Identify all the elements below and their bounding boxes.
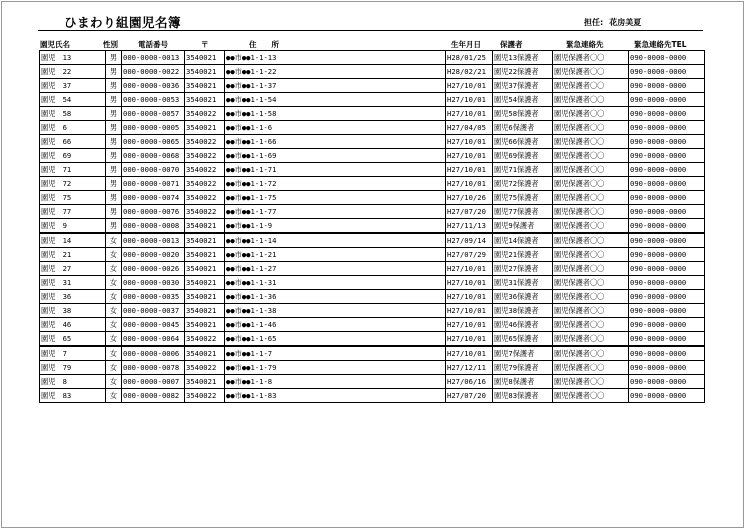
column-header-zip: 〒	[201, 40, 209, 49]
emergency-contact-cell: 園児保護者〇〇	[553, 191, 629, 205]
guardian-cell: 園児69保護者	[493, 149, 553, 163]
table-row	[40, 233, 705, 248]
zip-cell: 3540022	[185, 135, 225, 149]
emergency-contact-cell: 園児保護者〇〇	[553, 248, 629, 262]
sex-cell: 女	[106, 262, 122, 276]
zip-cell: 3540021	[185, 233, 225, 248]
child-name-cell: 園児 27	[40, 262, 106, 276]
sex-cell: 男	[106, 191, 122, 205]
zip-cell: 3540021	[185, 121, 225, 135]
emergency-tel-cell: 090-0000-0000	[629, 375, 705, 389]
guardian-cell: 園児13保護者	[493, 51, 553, 65]
child-name-cell: 園児 7	[40, 346, 106, 361]
address-cell: ●●市●●1-1-13	[225, 51, 446, 65]
column-header-sex: 性別	[103, 40, 118, 49]
emergency-tel-cell: 090-0000-0000	[629, 191, 705, 205]
child-name-cell: 園児 36	[40, 290, 106, 304]
phone-cell: 000-0000-0022	[122, 65, 185, 79]
address-cell: ●●市●●1-1-7	[225, 346, 446, 361]
zip-cell: 3540021	[185, 304, 225, 318]
emergency-tel-cell: 090-0000-0000	[629, 233, 705, 248]
zip-cell: 3540021	[185, 51, 225, 65]
birthdate-cell: H27/04/05	[446, 121, 493, 135]
zip-cell: 3540022	[185, 163, 225, 177]
guardian-cell: 園児9保護者	[493, 219, 553, 234]
guardian-cell: 園児8保護者	[493, 375, 553, 389]
emergency-contact-cell: 園児保護者〇〇	[553, 93, 629, 107]
birthdate-cell: H27/10/01	[446, 346, 493, 361]
birthdate-cell: H27/10/01	[446, 79, 493, 93]
guardian-cell: 園児65保護者	[493, 332, 553, 347]
sex-cell: 男	[106, 149, 122, 163]
zip-cell: 3540022	[185, 149, 225, 163]
emergency-tel-cell: 090-0000-0000	[629, 332, 705, 347]
zip-cell: 3540021	[185, 93, 225, 107]
column-header-guardian: 保護者	[500, 40, 523, 49]
column-header-birthdate: 生年月日	[451, 40, 481, 49]
phone-cell: 000-0000-0065	[122, 135, 185, 149]
phone-cell: 000-0000-0013	[122, 233, 185, 248]
teacher-label: 担任:	[584, 18, 604, 27]
birthdate-cell: H27/10/01	[446, 177, 493, 191]
child-name-cell: 園児 72	[40, 177, 106, 191]
phone-cell: 000-0000-0053	[122, 93, 185, 107]
column-header-emergency-tel: 緊急連絡先TEL	[634, 40, 687, 49]
birthdate-cell: H27/07/20	[446, 205, 493, 219]
address-cell: ●●市●●1-1-27	[225, 262, 446, 276]
child-name-cell: 園児 46	[40, 318, 106, 332]
table-row	[40, 346, 705, 361]
child-name-cell: 園児 79	[40, 361, 106, 375]
table-row	[40, 248, 705, 262]
sex-cell: 男	[106, 205, 122, 219]
child-name-cell: 園児 31	[40, 276, 106, 290]
emergency-contact-cell: 園児保護者〇〇	[553, 177, 629, 191]
emergency-tel-cell: 090-0000-0000	[629, 205, 705, 219]
sex-cell: 男	[106, 107, 122, 121]
emergency-contact-cell: 園児保護者〇〇	[553, 121, 629, 135]
birthdate-cell: H27/10/01	[446, 318, 493, 332]
birthdate-cell: H27/12/11	[446, 361, 493, 375]
emergency-contact-cell: 園児保護者〇〇	[553, 346, 629, 361]
emergency-contact-cell: 園児保護者〇〇	[553, 233, 629, 248]
table-row	[40, 163, 705, 177]
address-cell: ●●市●●1-1-58	[225, 107, 446, 121]
sex-cell: 女	[106, 318, 122, 332]
child-name-cell: 園児 83	[40, 389, 106, 403]
table-row	[40, 361, 705, 375]
zip-cell: 3540021	[185, 290, 225, 304]
zip-cell: 3540022	[185, 205, 225, 219]
birthdate-cell: H27/07/29	[446, 248, 493, 262]
zip-cell: 3540021	[185, 79, 225, 93]
zip-cell: 3540021	[185, 65, 225, 79]
address-cell: ●●市●●1-1-36	[225, 290, 446, 304]
birthdate-cell: H27/10/01	[446, 93, 493, 107]
address-cell: ●●市●●1-1-9	[225, 219, 446, 234]
emergency-tel-cell: 090-0000-0000	[629, 219, 705, 234]
birthdate-cell: H27/10/26	[446, 191, 493, 205]
table-row	[40, 65, 705, 79]
sex-cell: 男	[106, 79, 122, 93]
guardian-cell: 園児58保護者	[493, 107, 553, 121]
address-cell: ●●市●●1-1-54	[225, 93, 446, 107]
address-cell: ●●市●●1-1-77	[225, 205, 446, 219]
zip-cell: 3540021	[185, 262, 225, 276]
zip-cell: 3540022	[185, 191, 225, 205]
emergency-tel-cell: 090-0000-0000	[629, 51, 705, 65]
phone-cell: 000-0000-0045	[122, 318, 185, 332]
birthdate-cell: H27/10/01	[446, 149, 493, 163]
guardian-cell: 園児36保護者	[493, 290, 553, 304]
table-row	[40, 121, 705, 135]
guardian-cell: 園児77保護者	[493, 205, 553, 219]
address-cell: ●●市●●1-1-38	[225, 304, 446, 318]
emergency-contact-cell: 園児保護者〇〇	[553, 389, 629, 403]
emergency-contact-cell: 園児保護者〇〇	[553, 318, 629, 332]
table-row	[40, 79, 705, 93]
guardian-cell: 園児83保護者	[493, 389, 553, 403]
guardian-cell: 園児54保護者	[493, 93, 553, 107]
teacher-info	[584, 17, 647, 28]
emergency-tel-cell: 090-0000-0000	[629, 389, 705, 403]
child-name-cell: 園児 8	[40, 375, 106, 389]
birthdate-cell: H27/10/01	[446, 262, 493, 276]
sex-cell: 女	[106, 346, 122, 361]
zip-cell: 3540022	[185, 361, 225, 375]
sex-cell: 男	[106, 51, 122, 65]
phone-cell: 000-0000-0006	[122, 346, 185, 361]
guardian-cell: 園児7保護者	[493, 346, 553, 361]
guardian-cell: 園児21保護者	[493, 248, 553, 262]
child-name-cell: 園児 77	[40, 205, 106, 219]
birthdate-cell: H27/10/01	[446, 290, 493, 304]
teacher-name: 花房美夏	[609, 18, 642, 27]
roster-body	[40, 51, 705, 403]
table-row	[40, 219, 705, 234]
emergency-tel-cell: 090-0000-0000	[629, 262, 705, 276]
sex-cell: 男	[106, 65, 122, 79]
table-row	[40, 107, 705, 121]
child-name-cell: 園児 37	[40, 79, 106, 93]
birthdate-cell: H27/10/01	[446, 332, 493, 347]
phone-cell: 000-0000-0026	[122, 262, 185, 276]
emergency-tel-cell: 090-0000-0000	[629, 177, 705, 191]
emergency-contact-cell: 園児保護者〇〇	[553, 332, 629, 347]
emergency-tel-cell: 090-0000-0000	[629, 346, 705, 361]
emergency-contact-cell: 園児保護者〇〇	[553, 304, 629, 318]
child-name-cell: 園児 9	[40, 219, 106, 234]
guardian-cell: 園児71保護者	[493, 163, 553, 177]
table-row	[40, 276, 705, 290]
table-row	[40, 262, 705, 276]
emergency-tel-cell: 090-0000-0000	[629, 107, 705, 121]
emergency-tel-cell: 090-0000-0000	[629, 93, 705, 107]
guardian-cell: 園児14保護者	[493, 233, 553, 248]
sex-cell: 女	[106, 375, 122, 389]
emergency-tel-cell: 090-0000-0000	[629, 135, 705, 149]
emergency-tel-cell: 090-0000-0000	[629, 361, 705, 375]
guardian-cell: 園児72保護者	[493, 177, 553, 191]
table-row	[40, 177, 705, 191]
table-row	[40, 318, 705, 332]
phone-cell: 000-0000-0057	[122, 107, 185, 121]
phone-cell: 000-0000-0064	[122, 332, 185, 347]
table-row	[40, 205, 705, 219]
phone-cell: 000-0000-0007	[122, 375, 185, 389]
phone-cell: 000-0000-0074	[122, 191, 185, 205]
guardian-cell: 園児6保護者	[493, 121, 553, 135]
phone-cell: 000-0000-0082	[122, 389, 185, 403]
address-cell: ●●市●●1-1-31	[225, 276, 446, 290]
sex-cell: 男	[106, 177, 122, 191]
emergency-contact-cell: 園児保護者〇〇	[553, 276, 629, 290]
guardian-cell: 園児37保護者	[493, 79, 553, 93]
birthdate-cell: H27/10/01	[446, 107, 493, 121]
table-row	[40, 149, 705, 163]
address-cell: ●●市●●1-1-37	[225, 79, 446, 93]
guardian-cell: 園児75保護者	[493, 191, 553, 205]
table-row	[40, 375, 705, 389]
emergency-tel-cell: 090-0000-0000	[629, 65, 705, 79]
phone-cell: 000-0000-0070	[122, 163, 185, 177]
address-cell: ●●市●●1-1-83	[225, 389, 446, 403]
emergency-contact-cell: 園児保護者〇〇	[553, 205, 629, 219]
emergency-contact-cell: 園児保護者〇〇	[553, 375, 629, 389]
birthdate-cell: H27/07/20	[446, 389, 493, 403]
emergency-tel-cell: 090-0000-0000	[629, 248, 705, 262]
sex-cell: 男	[106, 219, 122, 234]
sex-cell: 女	[106, 332, 122, 347]
roster-table	[39, 50, 705, 403]
address-cell: ●●市●●1-1-71	[225, 163, 446, 177]
table-row	[40, 389, 705, 403]
child-name-cell: 園児 21	[40, 248, 106, 262]
table-row	[40, 93, 705, 107]
sex-cell: 男	[106, 135, 122, 149]
emergency-contact-cell: 園児保護者〇〇	[553, 361, 629, 375]
address-cell: ●●市●●1-1-79	[225, 361, 446, 375]
phone-cell: 000-0000-0036	[122, 79, 185, 93]
table-row	[40, 290, 705, 304]
emergency-tel-cell: 090-0000-0000	[629, 149, 705, 163]
column-header-emergency: 緊急連絡先	[566, 40, 604, 49]
column-header-tel: 電話番号	[138, 40, 168, 49]
emergency-contact-cell: 園児保護者〇〇	[553, 262, 629, 276]
address-cell: ●●市●●1-1-21	[225, 248, 446, 262]
emergency-tel-cell: 090-0000-0000	[629, 163, 705, 177]
address-cell: ●●市●●1-1-69	[225, 149, 446, 163]
table-row	[40, 51, 705, 65]
child-name-cell: 園児 66	[40, 135, 106, 149]
zip-cell: 3540021	[185, 276, 225, 290]
emergency-contact-cell: 園児保護者〇〇	[553, 51, 629, 65]
emergency-tel-cell: 090-0000-0000	[629, 121, 705, 135]
page-title: ひまわり組園児名簿	[64, 15, 182, 30]
phone-cell: 000-0000-0071	[122, 177, 185, 191]
zip-cell: 3540022	[185, 177, 225, 191]
phone-cell: 000-0000-0078	[122, 361, 185, 375]
child-name-cell: 園児 38	[40, 304, 106, 318]
birthdate-cell: H27/09/14	[446, 233, 493, 248]
birthdate-cell: H27/10/01	[446, 163, 493, 177]
table-row	[40, 304, 705, 318]
emergency-contact-cell: 園児保護者〇〇	[553, 107, 629, 121]
child-name-cell: 園児 13	[40, 51, 106, 65]
sex-cell: 女	[106, 389, 122, 403]
phone-cell: 000-0000-0013	[122, 51, 185, 65]
emergency-tel-cell: 090-0000-0000	[629, 304, 705, 318]
column-header-address: 住 所	[249, 40, 279, 49]
guardian-cell: 園児66保護者	[493, 135, 553, 149]
sex-cell: 男	[106, 93, 122, 107]
zip-cell: 3540021	[185, 248, 225, 262]
zip-cell: 3540021	[185, 318, 225, 332]
emergency-contact-cell: 園児保護者〇〇	[553, 290, 629, 304]
phone-cell: 000-0000-0030	[122, 276, 185, 290]
address-cell: ●●市●●1-1-46	[225, 318, 446, 332]
phone-cell: 000-0000-0035	[122, 290, 185, 304]
child-name-cell: 園児 22	[40, 65, 106, 79]
zip-cell: 3540021	[185, 346, 225, 361]
zip-cell: 3540021	[185, 219, 225, 234]
emergency-contact-cell: 園児保護者〇〇	[553, 65, 629, 79]
address-cell: ●●市●●1-1-72	[225, 177, 446, 191]
address-cell: ●●市●●1-1-66	[225, 135, 446, 149]
sex-cell: 女	[106, 290, 122, 304]
emergency-tel-cell: 090-0000-0000	[629, 276, 705, 290]
child-name-cell: 園児 75	[40, 191, 106, 205]
guardian-cell: 園児46保護者	[493, 318, 553, 332]
sex-cell: 女	[106, 276, 122, 290]
emergency-tel-cell: 090-0000-0000	[629, 318, 705, 332]
phone-cell: 000-0000-0008	[122, 219, 185, 234]
address-cell: ●●市●●1-1-8	[225, 375, 446, 389]
birthdate-cell: H28/02/21	[446, 65, 493, 79]
birthdate-cell: H27/10/01	[446, 276, 493, 290]
child-name-cell: 園児 54	[40, 93, 106, 107]
phone-cell: 000-0000-0037	[122, 304, 185, 318]
birthdate-cell: H27/11/13	[446, 219, 493, 234]
emergency-contact-cell: 園児保護者〇〇	[553, 163, 629, 177]
table-row	[40, 332, 705, 347]
phone-cell: 000-0000-0020	[122, 248, 185, 262]
emergency-contact-cell: 園児保護者〇〇	[553, 149, 629, 163]
address-cell: ●●市●●1-1-75	[225, 191, 446, 205]
sex-cell: 女	[106, 248, 122, 262]
phone-cell: 000-0000-0076	[122, 205, 185, 219]
child-name-cell: 園児 69	[40, 149, 106, 163]
zip-cell: 3540022	[185, 332, 225, 347]
zip-cell: 3540021	[185, 375, 225, 389]
address-cell: ●●市●●1-1-6	[225, 121, 446, 135]
sex-cell: 女	[106, 304, 122, 318]
table-row	[40, 191, 705, 205]
emergency-tel-cell: 090-0000-0000	[629, 290, 705, 304]
address-cell: ●●市●●1-1-65	[225, 332, 446, 347]
zip-cell: 3540022	[185, 389, 225, 403]
address-cell: ●●市●●1-1-22	[225, 65, 446, 79]
column-header-name: 園児氏名	[40, 40, 70, 49]
sex-cell: 女	[106, 361, 122, 375]
phone-cell: 000-0000-0068	[122, 149, 185, 163]
sex-cell: 男	[106, 163, 122, 177]
emergency-contact-cell: 園児保護者〇〇	[553, 219, 629, 234]
child-name-cell: 園児 71	[40, 163, 106, 177]
sex-cell: 男	[106, 121, 122, 135]
emergency-contact-cell: 園児保護者〇〇	[553, 135, 629, 149]
child-name-cell: 園児 65	[40, 332, 106, 347]
birthdate-cell: H27/06/16	[446, 375, 493, 389]
guardian-cell: 園児22保護者	[493, 65, 553, 79]
guardian-cell: 園児31保護者	[493, 276, 553, 290]
guardian-cell: 園児27保護者	[493, 262, 553, 276]
child-name-cell: 園児 58	[40, 107, 106, 121]
title-underline	[38, 30, 703, 31]
birthdate-cell: H28/01/25	[446, 51, 493, 65]
birthdate-cell: H27/10/01	[446, 304, 493, 318]
emergency-contact-cell: 園児保護者〇〇	[553, 79, 629, 93]
emergency-tel-cell: 090-0000-0000	[629, 79, 705, 93]
birthdate-cell: H27/10/01	[446, 135, 493, 149]
child-name-cell: 園児 6	[40, 121, 106, 135]
address-cell: ●●市●●1-1-14	[225, 233, 446, 248]
child-name-cell: 園児 14	[40, 233, 106, 248]
phone-cell: 000-0000-0005	[122, 121, 185, 135]
table-row	[40, 135, 705, 149]
guardian-cell: 園児38保護者	[493, 304, 553, 318]
guardian-cell: 園児79保護者	[493, 361, 553, 375]
zip-cell: 3540022	[185, 107, 225, 121]
sex-cell: 女	[106, 233, 122, 248]
